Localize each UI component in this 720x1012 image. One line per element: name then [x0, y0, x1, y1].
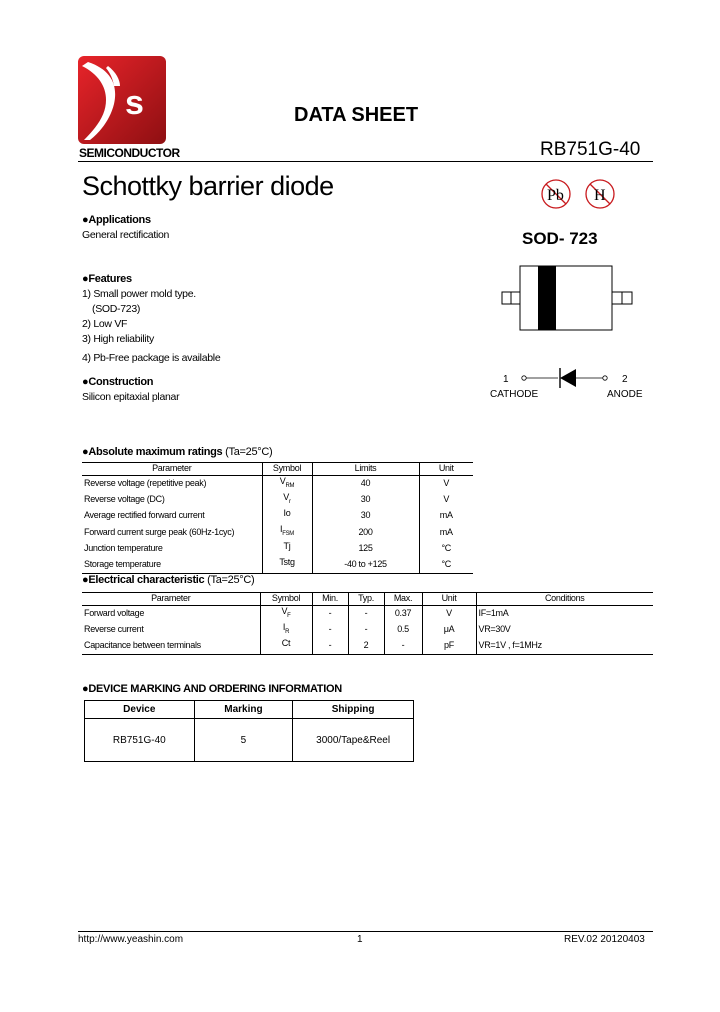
cell-param: Reverse voltage (repetitive peak): [84, 477, 207, 488]
table-header-row: [82, 593, 653, 606]
anode-label: ANODE: [607, 389, 643, 400]
cell-symbol: Io: [262, 508, 312, 524]
cell-typ: -: [348, 622, 384, 638]
footer-url[interactable]: http://www.yeashin.com: [78, 934, 184, 945]
construction-text: Silicon epitaxial planar: [82, 391, 180, 403]
cell-param: Average rectified forward current: [84, 510, 205, 521]
cell-unit: mA: [419, 524, 473, 540]
cell-unit: V: [422, 605, 476, 622]
cell-limit: 125: [312, 541, 419, 557]
table-row: [82, 622, 653, 638]
svg-text:s: s: [125, 84, 144, 122]
table-row: [82, 605, 653, 622]
col-header: Marking: [194, 701, 293, 719]
cell-marking: 5: [194, 719, 293, 762]
cell-symbol: Ct: [260, 638, 312, 655]
cell-max: 0.37: [384, 605, 422, 622]
cell-param: Forward voltage: [84, 607, 145, 618]
cell-max: -: [384, 638, 422, 655]
pin2-number: 2: [622, 374, 628, 385]
construction-heading: ●Construction: [82, 376, 154, 388]
cell-symbol: $V_F$: [260, 605, 312, 622]
table-row: [82, 475, 473, 492]
cell-symbol: $V_r$: [262, 492, 312, 508]
cell-param: Junction temperature: [84, 543, 163, 554]
cell-limit: -40 to +125: [312, 557, 419, 574]
h-label: H: [594, 187, 606, 204]
cell-device: RB751G-40: [85, 719, 195, 762]
ordering-heading: ●DEVICE MARKING AND ORDERING INFORMATION: [82, 683, 342, 695]
features-heading: ●Features: [82, 273, 132, 285]
table-row: [82, 557, 473, 574]
table-header-row: [82, 463, 473, 476]
cell-unit: V: [419, 492, 473, 508]
package-drawing: [498, 262, 638, 336]
table-row: [85, 719, 414, 762]
col-header: Limits: [312, 463, 419, 476]
cell-param: Capacitance between terminals: [82, 638, 260, 655]
cell-typ: -: [348, 605, 384, 622]
col-header: Unit: [422, 593, 476, 606]
elec-heading: ●Electrical characteristic (Ta=25°C): [82, 574, 255, 586]
page-number: 1: [357, 934, 363, 945]
pb-free-icon: [542, 180, 570, 208]
cell-param: Reverse current: [84, 624, 144, 635]
page-title: Schottky barrier diode: [82, 171, 334, 201]
package-name: SOD- 723: [522, 229, 598, 248]
cell-unit: V: [419, 475, 473, 492]
cell-symbol: $I_R$: [260, 622, 312, 638]
pb-label: Pb: [547, 187, 564, 204]
cell-limit: 200: [312, 524, 419, 540]
cell-unit: pF: [422, 638, 476, 655]
table-row: [82, 524, 473, 540]
cathode-label: CATHODE: [490, 389, 539, 400]
table-header-row: [85, 701, 414, 719]
col-header: Parameter: [82, 593, 260, 606]
footer-divider: [78, 931, 653, 932]
col-header: Shipping: [293, 701, 414, 719]
col-header: Conditions: [476, 593, 653, 606]
cell-min: -: [312, 605, 348, 622]
cell-conditions: IF=1mA: [476, 605, 653, 622]
cell-limit: 30: [312, 492, 419, 508]
pin1-number: 1: [503, 374, 509, 385]
table-row: [82, 508, 473, 524]
col-header: Unit: [419, 463, 473, 476]
table-row: [82, 541, 473, 557]
cell-limit: 40: [312, 475, 419, 492]
cell-unit: °C: [419, 557, 473, 574]
table-row: [82, 638, 653, 655]
cell-symbol: Tj: [262, 541, 312, 557]
col-header: Typ.: [348, 593, 384, 606]
feature-item: 1) Small power mold type.: [82, 288, 196, 300]
cell-symbol: Tstg: [262, 557, 312, 574]
ys-logo-icon: [78, 56, 166, 144]
elec-table: [82, 592, 653, 655]
feature-item: 4) Pb-Free package is available: [82, 352, 221, 364]
cell-unit: μA: [422, 622, 476, 638]
diode-symbol-icon: [510, 366, 620, 390]
cell-min: -: [312, 622, 348, 638]
doc-title: DATA SHEET: [294, 104, 419, 126]
cell-conditions: VR=30V: [476, 622, 653, 638]
abs-ratings-table: [82, 462, 473, 574]
cell-shipping: 3000/Tape&Reel: [293, 719, 414, 762]
col-header: Min.: [312, 593, 348, 606]
cell-limit: 30: [312, 508, 419, 524]
cell-param: Reverse voltage (DC): [84, 494, 165, 505]
revision: REV.02 20120403: [564, 934, 645, 945]
applications-text: General rectification: [82, 229, 170, 241]
cell-symbol: $I_{FSM}$: [262, 524, 312, 540]
table-row: [82, 492, 473, 508]
cell-typ: 2: [348, 638, 384, 655]
feature-item: (SOD-723): [92, 303, 141, 315]
col-header: Max.: [384, 593, 422, 606]
abs-ratings-heading: ●Absolute maximum ratings (Ta=25°C): [82, 446, 273, 458]
cell-param: Storage temperature: [82, 557, 262, 574]
header-divider: [78, 161, 653, 162]
col-header: Parameter: [82, 463, 262, 476]
applications-heading: ●Applications: [82, 214, 151, 226]
cell-max: 0.5: [384, 622, 422, 638]
cell-min: -: [312, 638, 348, 655]
cell-conditions: VR=1V , f=1MHz: [476, 638, 653, 655]
compliance-badges: [538, 178, 620, 212]
feature-item: 3) High reliability: [82, 333, 154, 345]
brand-name: SEMICONDUCTOR: [79, 146, 180, 160]
cell-unit: mA: [419, 508, 473, 524]
cell-unit: °C: [419, 541, 473, 557]
halogen-free-icon: [586, 180, 614, 208]
feature-item: 2) Low VF: [82, 318, 128, 330]
company-logo: [78, 56, 166, 144]
col-header: Device: [85, 701, 195, 719]
cell-param: Forward current surge peak (60Hz-1cyc): [84, 526, 235, 537]
ordering-table: [84, 700, 414, 762]
cell-symbol: $V_{RM}$: [262, 475, 312, 492]
part-number: RB751G-40: [540, 139, 641, 160]
col-header: Symbol: [262, 463, 312, 476]
col-header: Symbol: [260, 593, 312, 606]
